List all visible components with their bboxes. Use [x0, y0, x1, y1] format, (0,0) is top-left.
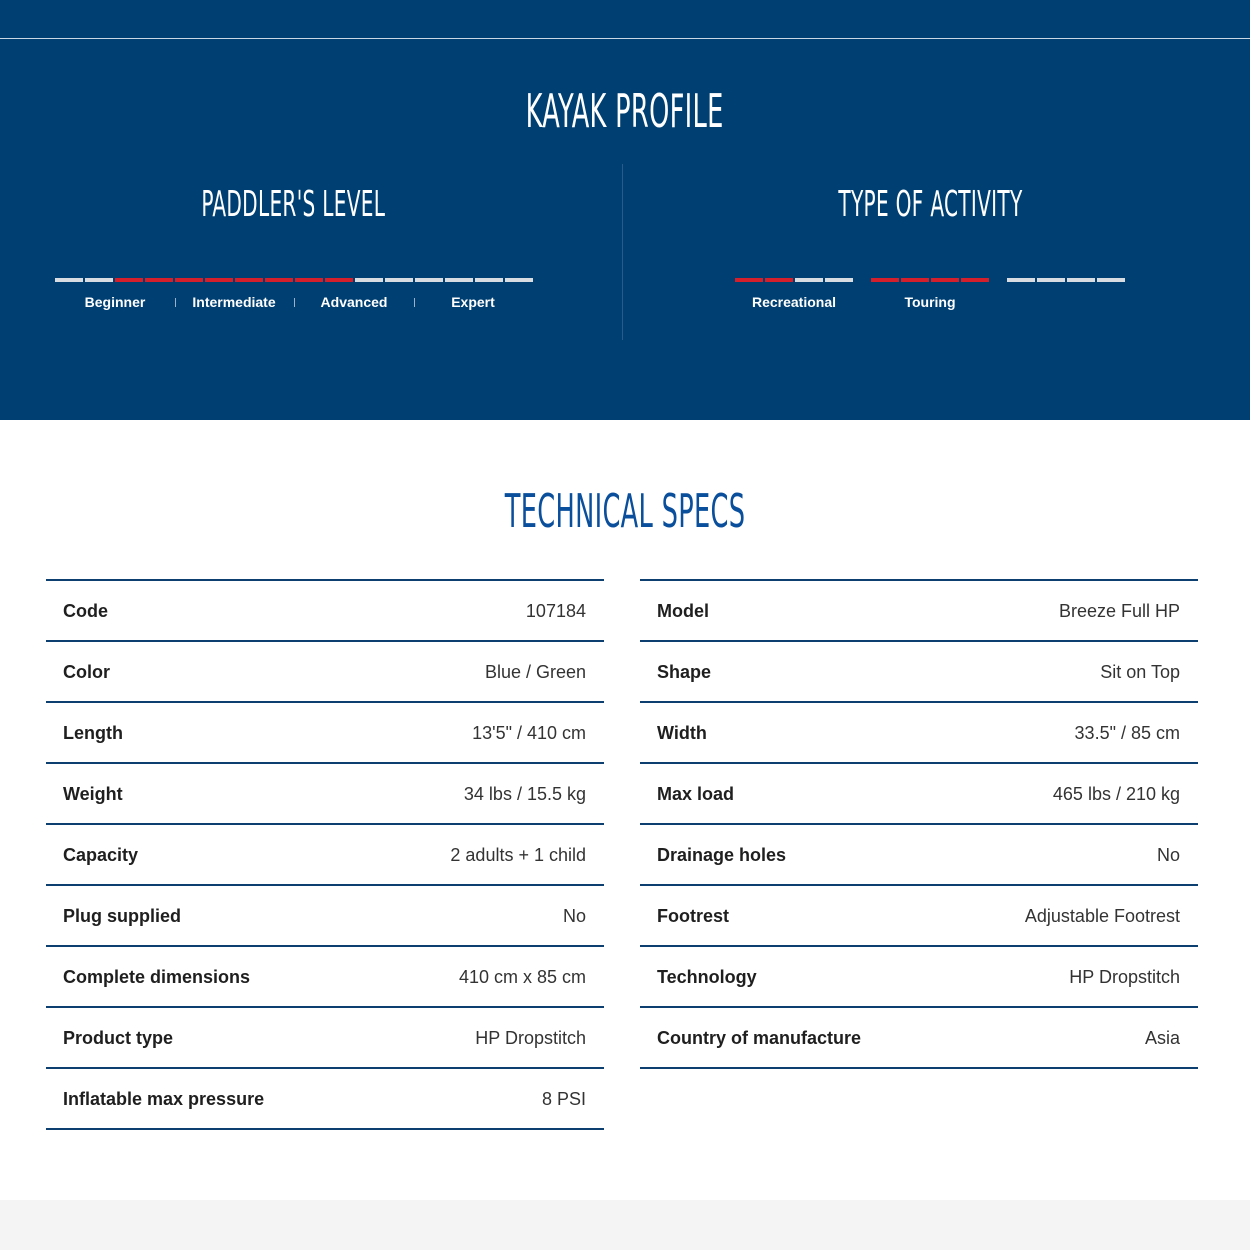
technical-specs-title: TECHNICAL SPECS [504, 484, 746, 538]
level-segment [145, 278, 173, 282]
level-segment [265, 278, 293, 282]
level-segment [115, 278, 143, 282]
level-segment [325, 278, 353, 282]
spec-row [46, 1069, 604, 1130]
footer-band [0, 1200, 1250, 1250]
activity-segment [1097, 278, 1125, 282]
spec-value: 465 lbs / 210 kg [1052, 784, 1180, 804]
spec-row [640, 886, 1198, 947]
level-label-advanced: Advanced [320, 294, 388, 310]
activity-segment [931, 278, 959, 282]
activity-bar [871, 278, 989, 282]
spec-label: Plug supplied [63, 906, 182, 926]
spec-row [46, 703, 604, 764]
level-segment [205, 278, 233, 282]
spec-row [640, 764, 1198, 825]
activity-label-recreational: Recreational [751, 294, 837, 310]
spec-label: Drainage holes [657, 845, 787, 865]
level-label-intermediate: Intermediate [192, 294, 276, 310]
spec-value: No [562, 906, 586, 926]
spec-row [640, 947, 1198, 1008]
spec-row [46, 642, 604, 703]
level-segment [85, 278, 113, 282]
paddler-level-title: PADDLER'S LEVEL [201, 184, 385, 225]
spec-row [640, 642, 1198, 703]
column-divider [622, 164, 623, 340]
level-segment [415, 278, 443, 282]
specs-table-right [640, 579, 1198, 1069]
spec-row [640, 1008, 1198, 1069]
spec-row [46, 886, 604, 947]
spec-row [46, 581, 604, 642]
activity-segment [825, 278, 853, 282]
spec-label: Product type [63, 1028, 174, 1048]
spec-row [46, 825, 604, 886]
level-segment [295, 278, 323, 282]
activity-segment [1067, 278, 1095, 282]
activity-label-touring: Touring [904, 294, 956, 310]
activity-segment [735, 278, 763, 282]
level-segment [475, 278, 503, 282]
level-label-beginner: Beginner [84, 294, 146, 310]
spec-value: Breeze Full HP [1058, 601, 1180, 621]
level-segment [55, 278, 83, 282]
spec-label: Country of manufacture [657, 1028, 862, 1048]
level-segment [235, 278, 263, 282]
spec-row [640, 825, 1198, 886]
spec-label: Length [63, 723, 123, 743]
spec-value: 8 PSI [541, 1089, 586, 1109]
level-segment [505, 278, 533, 282]
spec-value: 33.5" / 85 cm [1074, 723, 1180, 743]
spec-label: Technology [657, 967, 757, 987]
activity-bar [1007, 278, 1125, 282]
spec-value: Sit on Top [1100, 662, 1180, 682]
paddler-level-bar [55, 278, 533, 282]
spec-label: Shape [657, 662, 712, 682]
spec-value: 410 cm x 85 cm [458, 967, 586, 987]
spec-label: Max load [657, 784, 735, 804]
activity-segment [1007, 278, 1035, 282]
spec-label: Code [63, 601, 108, 621]
spec-value: Asia [1144, 1028, 1180, 1048]
level-segment [175, 278, 203, 282]
spec-label: Inflatable max pressure [63, 1089, 265, 1109]
spec-label: Color [63, 662, 110, 682]
spec-value: HP Dropstitch [1069, 967, 1180, 987]
activity-segment [795, 278, 823, 282]
spec-value: 107184 [525, 601, 586, 621]
spec-value: 2 adults + 1 child [450, 845, 586, 865]
level-segment [385, 278, 413, 282]
spec-value: HP Dropstitch [475, 1028, 586, 1048]
spec-label: Model [657, 601, 709, 621]
activity-segment [901, 278, 929, 282]
specs-table-left [46, 579, 604, 1130]
spec-row [46, 764, 604, 825]
activity-bar [735, 278, 853, 282]
level-segment [355, 278, 383, 282]
kayak-profile-section [0, 0, 1250, 420]
spec-value: 13'5" / 410 cm [472, 723, 586, 743]
level-segment [445, 278, 473, 282]
spec-label: Capacity [63, 845, 139, 865]
spec-value: No [1156, 845, 1180, 865]
spec-row [46, 947, 604, 1008]
activity-segment [871, 278, 899, 282]
spec-value: Adjustable Footrest [1024, 906, 1180, 926]
spec-label: Footrest [657, 906, 729, 926]
top-divider [0, 38, 1250, 39]
kayak-profile-title: KAYAK PROFILE [526, 84, 724, 138]
spec-row [640, 703, 1198, 764]
activity-segment [765, 278, 793, 282]
activity-segment [1037, 278, 1065, 282]
spec-label: Complete dimensions [63, 967, 251, 987]
spec-label: Width [657, 723, 707, 743]
spec-label: Weight [63, 784, 123, 804]
spec-value: Blue / Green [484, 662, 586, 682]
activity-type-title: TYPE OF ACTIVITY [837, 184, 1023, 225]
spec-row [640, 581, 1198, 642]
activity-segment [961, 278, 989, 282]
spec-row [46, 1008, 604, 1069]
spec-value: 34 lbs / 15.5 kg [463, 784, 586, 804]
level-label-expert: Expert [451, 294, 495, 310]
